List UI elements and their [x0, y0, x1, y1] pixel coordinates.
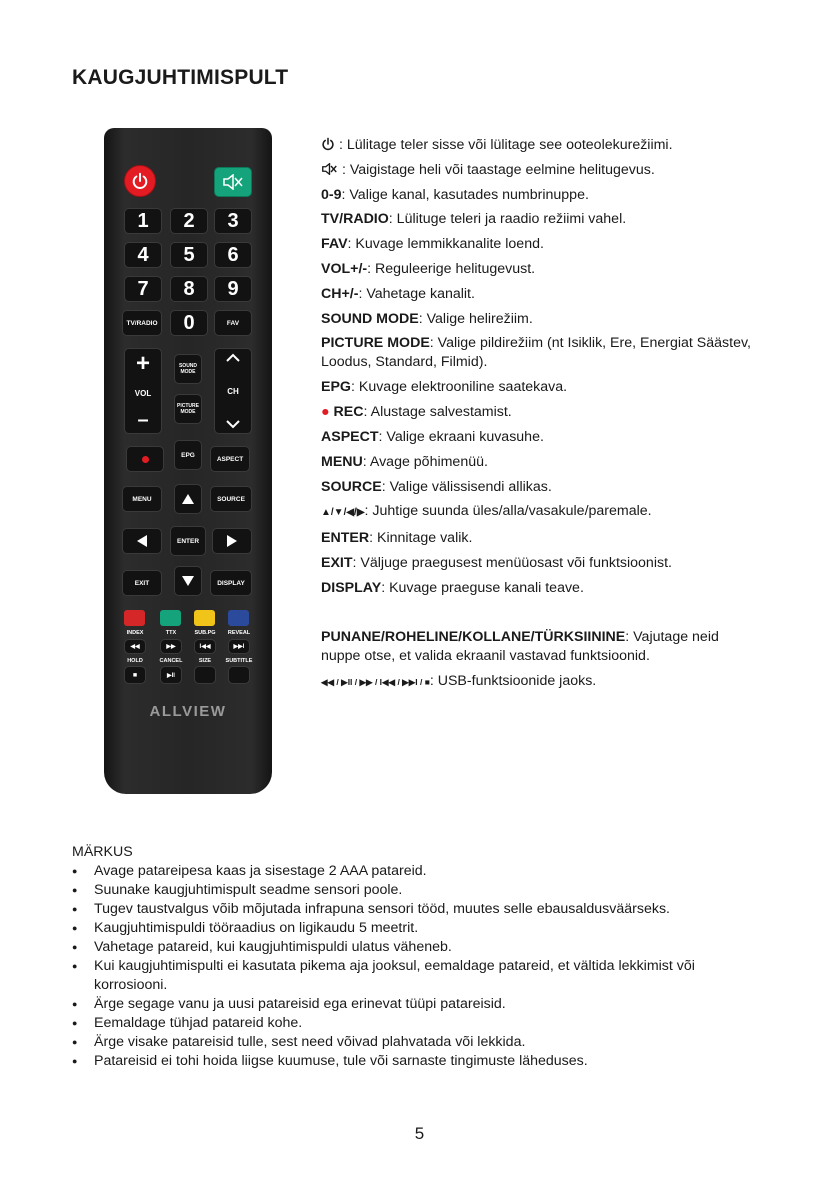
size-label: SIZE [198, 658, 212, 664]
down-icon [182, 576, 194, 586]
record-icon: ● [321, 404, 330, 421]
exit-button[interactable]: EXIT [122, 570, 162, 596]
digit-2-button[interactable]: 2 [170, 208, 208, 234]
list-item: ● Eemaldage tühjad patareid kohe. [72, 1014, 772, 1033]
enter-button[interactable]: ENTER [170, 526, 206, 556]
desc-color-buttons: PUNANE/ROHELINE/KOLLANE/TÜRKSIININE: Vajutage neid nuppe otse, et valida ekraanil vastavad funktsioonid. [321, 628, 719, 664]
record-icon [142, 456, 149, 463]
ch-down-icon [225, 419, 241, 429]
vol-up-icon: + [135, 350, 150, 377]
desc-vol: VOL+/-: Reguleerige helitugevust. [321, 260, 536, 277]
subtitle-label: SUBTITLE [225, 658, 253, 664]
blank-button-1[interactable] [194, 666, 216, 684]
remote-control [104, 128, 272, 794]
right-button[interactable] [212, 528, 252, 554]
blue-button[interactable] [228, 610, 249, 626]
blank-button-2[interactable] [228, 666, 250, 684]
list-item: ● Kui kaugjuhtimispulti ei kasutata pikema aja jooksul, eemaldage patareid, et vältida lekkimist või korrosiooni. [72, 957, 772, 995]
ch-label: CH [227, 386, 239, 396]
rewind-button[interactable] [124, 639, 146, 654]
picture-mode-button[interactable]: PICTURE MODE [174, 394, 202, 424]
list-item: ● Ärge visake patareisid tulle, sest need võivad plahvatada või lekkida. [72, 1033, 772, 1052]
stop-icon: ■ [132, 671, 138, 679]
previous-icon: I◀◀ [199, 644, 211, 650]
desc-fav: FAV: Kuvage lemmikkanalite loend. [321, 236, 544, 253]
desc-usb: ◀◀ / ▶II / ▶▶ / I◀◀ / ▶▶I / ■: USB-funktsioonide jaoks. [321, 672, 597, 689]
desc-mute: : Vaigistage heli või taastage eelmine helitugevus. [321, 158, 761, 183]
desc-source: SOURCE: Valige välissisendi allikas. [321, 478, 552, 495]
list-item: ● Vahetage patareid, kui kaugjuhtimispuldi ulatus väheneb. [72, 938, 772, 957]
mute-icon [321, 163, 338, 175]
digit-0-button[interactable]: 0 [170, 310, 208, 336]
ttx-label: TTX [165, 630, 177, 636]
green-button[interactable] [160, 610, 181, 626]
ch-rocker[interactable] [214, 348, 252, 434]
arrow-keys-icon: ▲/▼/◀/▶ [321, 507, 365, 519]
source-button[interactable]: SOURCE [210, 486, 252, 512]
aspect-button[interactable]: ASPECT [210, 446, 250, 472]
desc-enter: ENTER: Kinnitage valik. [321, 530, 473, 547]
rec-button[interactable] [126, 446, 164, 472]
desc-tv-radio: TV/RADIO: Lülituge teleri ja raadio režiimi vahel. [321, 211, 627, 228]
desc-epg: EPG: Kuvage elektrooniline saatekava. [321, 379, 568, 396]
reveal-label: REVEAL [227, 630, 251, 636]
power-icon [131, 172, 149, 190]
digit-5-button[interactable]: 5 [170, 242, 208, 268]
up-icon [182, 494, 194, 504]
fav-button[interactable]: FAV [214, 310, 252, 336]
right-icon [227, 535, 237, 547]
notes-list [72, 862, 772, 1071]
page-number: 5 [414, 1124, 425, 1143]
list-item: ● Avage patareipesa kaas ja sisestage 2 AAA patareid. [72, 862, 772, 881]
power-button[interactable] [124, 165, 156, 197]
desc-sound-mode: SOUND MODE: Valige helirežiim. [321, 310, 533, 327]
desc-aspect: ASPECT: Valige ekraani kuvasuhe. [321, 428, 544, 445]
down-button[interactable] [174, 566, 202, 596]
ch-up-icon [225, 353, 241, 363]
hold-label: HOLD [127, 658, 143, 664]
desc-digits: 0-9: Valige kanal, kasutades numbrinuppe. [321, 186, 589, 203]
digit-1-button[interactable]: 1 [124, 208, 162, 234]
epg-button[interactable]: EPG [174, 440, 202, 470]
menu-button[interactable]: MENU [122, 486, 162, 512]
button-descriptions [321, 133, 761, 694]
stop-button[interactable] [124, 666, 146, 684]
up-button[interactable] [174, 484, 202, 514]
sound-mode-button[interactable]: SOUND MODE [174, 354, 202, 384]
page-title: KAUGJUHTIMISPULT [72, 66, 289, 89]
yellow-button[interactable] [194, 610, 215, 626]
power-icon [321, 137, 335, 151]
fast-forward-button[interactable] [160, 639, 182, 654]
next-button[interactable] [228, 639, 250, 654]
desc-exit: EXIT: Väljuge praegusest menüüosast või funktsioonist. [321, 554, 672, 571]
red-button[interactable] [124, 610, 145, 626]
mute-button[interactable] [214, 167, 252, 197]
index-label: INDEX [126, 630, 144, 636]
mute-icon [222, 174, 244, 190]
play-pause-button[interactable] [160, 666, 182, 684]
vol-label: VOL [134, 388, 152, 398]
digit-8-button[interactable]: 8 [170, 276, 208, 302]
notes-section [72, 843, 772, 1071]
digit-9-button[interactable]: 9 [214, 276, 252, 302]
list-item: ● Kaugjuhtimispuldi tööraadius on ligikaudu 5 meetrit. [72, 919, 772, 938]
rewind-icon: ◀◀ [130, 644, 140, 650]
digit-4-button[interactable]: 4 [124, 242, 162, 268]
notes-heading: MÄRKUS [72, 844, 133, 860]
list-item: ● Ärge segage vanu ja uusi patareisid ega erinevat tüüpi patareisid. [72, 995, 772, 1014]
vol-down-icon: – [137, 409, 149, 431]
brand-logo: ALLVIEW [149, 703, 227, 720]
digit-6-button[interactable]: 6 [214, 242, 252, 268]
usb-keys-icon: ◀◀ / ▶II / ▶▶ / I◀◀ / ▶▶I / ■ [321, 676, 430, 687]
next-icon: ▶▶I [233, 644, 245, 650]
desc-arrows: ▲/▼/◀/▶: Juhtige suunda üles/alla/vasakule/paremale. [321, 503, 652, 520]
tv-radio-button[interactable]: TV/RADIO [122, 310, 162, 336]
desc-rec: ● REC: Alustage salvestamist. [321, 404, 512, 421]
display-button[interactable]: DISPLAY [210, 570, 252, 596]
list-item: ● Suunake kaugjuhtimispult seadme sensori poole. [72, 881, 772, 900]
desc-picture-mode: PICTURE MODE: Valige pildirežiim (nt Isiklik, Ere, Energiat Säästev, Loodus, Standard, Filmid). [321, 335, 751, 371]
cancel-label: CANCEL [159, 658, 183, 664]
desc-menu: MENU: Avage põhimenüü. [321, 453, 488, 470]
digit-3-button[interactable]: 3 [214, 208, 252, 234]
vol-rocker[interactable] [124, 348, 162, 434]
play-pause-icon: ▶II [167, 672, 175, 679]
desc-ch: CH+/-: Vahetage kanalit. [321, 285, 475, 302]
fast-forward-icon: ▶▶ [166, 644, 176, 650]
list-item: ● Patareisid ei tohi hoida liigse kuumuse, tule või sarnaste tingimuste läheduses. [72, 1052, 772, 1071]
desc-display: DISPLAY: Kuvage praeguse kanali teave. [321, 579, 584, 596]
list-item: ● Tugev taustvalgus võib mõjutada infrapuna sensori tööd, muutes selle ebausaldusväärseks. [72, 900, 772, 919]
digit-7-button[interactable]: 7 [124, 276, 162, 302]
left-icon [137, 535, 147, 547]
subpg-label: SUB.PG [194, 630, 216, 636]
left-button[interactable] [122, 528, 162, 554]
desc-power: : Lülitage teler sisse või lülitage see ooteolekurežiimi. [321, 133, 761, 158]
previous-button[interactable] [194, 639, 216, 654]
